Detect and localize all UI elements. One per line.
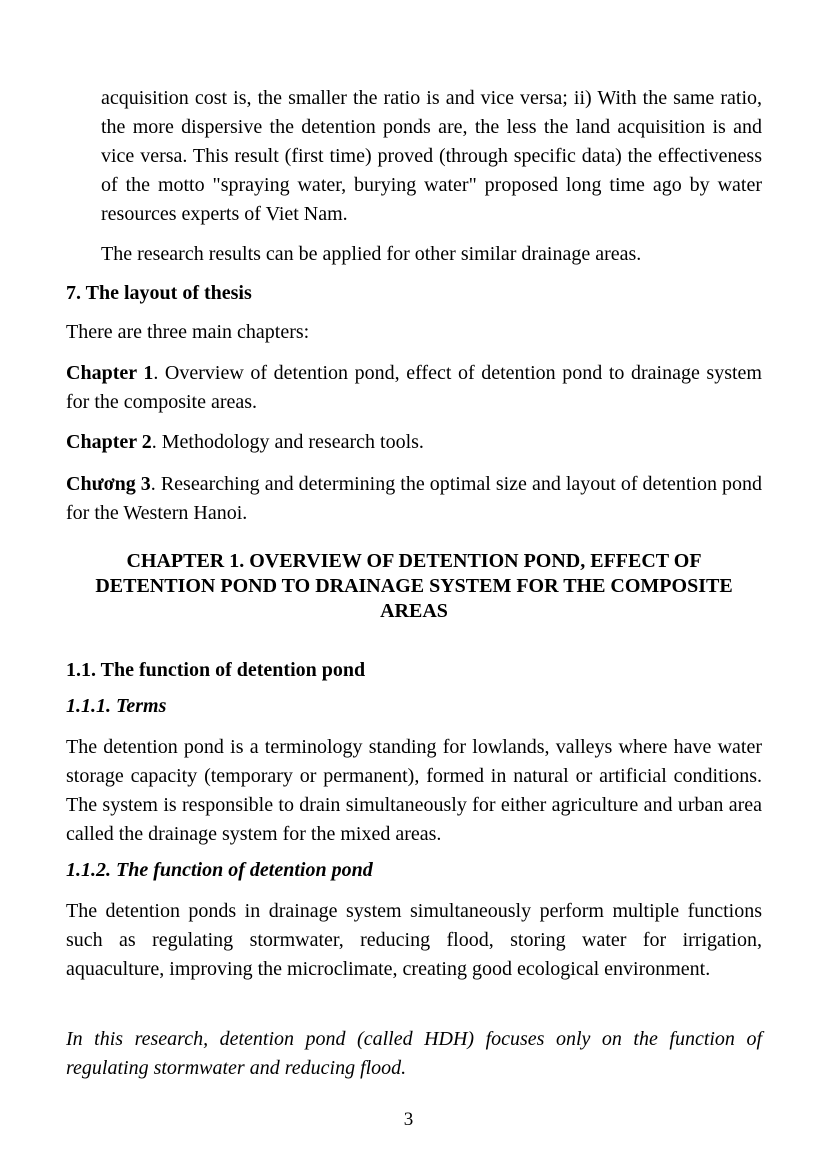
chapter-title-line-1: CHAPTER 1. OVERVIEW OF DETENTION POND, EFFECT OF xyxy=(126,550,702,572)
chapter-2-label: Chapter 2 xyxy=(66,431,152,453)
page-number: 3 xyxy=(403,1109,414,1130)
paragraph-chapter-2 xyxy=(66,428,762,457)
chapter-2-text: . Methodology and research tools. xyxy=(151,431,424,453)
paragraph-three-chapters: There are three main chapters: xyxy=(66,321,310,343)
paragraph-acquisition-cost: acquisition cost is, the smaller the ratio is and vice versa; ii) With the same ratio, the more dispersive the detention ponds are, the less the land acquisition is and vice versa. This result (first time) proved (through specific data) the effectiveness of the motto "spraying water, burying water" proposed long time ago by water resources experts of Viet Nam. xyxy=(101,87,762,225)
chapter-title xyxy=(60,549,768,624)
paragraph-research-focus: In this research, detention pond (called HDH) focuses only on the function of regulating stormwater and reducing flood. xyxy=(66,1028,762,1079)
chapter-title-line-2: DETENTION POND TO DRAINAGE SYSTEM FOR THE COMPOSITE xyxy=(95,575,733,597)
paragraph-chapter-3 xyxy=(66,470,762,528)
chapter-title-line-3: AREAS xyxy=(380,600,448,622)
paragraph-terms: The detention pond is a terminology standing for lowlands, valleys where have water storage capacity (temporary or permanent), formed in natural or artificial conditions. The system is responsible to drain simultaneously for either agriculture and urban area called the drainage system for the mixed areas. xyxy=(66,736,762,845)
chapter-3-label: Chương 3 xyxy=(66,473,151,495)
paragraph-functions: The detention ponds in drainage system simultaneously perform multiple functions such as regulating stormwater, reducing flood, storing water for irrigation, aquaculture, improving the microclimate, creating good ecological environment. xyxy=(66,900,762,980)
paragraph-chapter-1 xyxy=(66,359,762,417)
heading-layout-of-thesis: 7. The layout of thesis xyxy=(66,282,252,304)
chapter-1-text: . Overview of detention pond, effect of detention pond to drainage system for the composite areas. xyxy=(66,362,762,413)
heading-function-of-detention-pond: 1.1. The function of detention pond xyxy=(66,659,366,681)
heading-terms: 1.1.1. Terms xyxy=(66,695,167,717)
heading-function-subsection: 1.1.2. The function of detention pond xyxy=(66,859,373,881)
chapter-3-text: . Researching and determining the optimal size and layout of detention pond for the Western Hanoi. xyxy=(66,473,763,524)
paragraph-research-results: The research results can be applied for other similar drainage areas. xyxy=(101,243,642,265)
chapter-1-label: Chapter 1 xyxy=(66,362,154,384)
